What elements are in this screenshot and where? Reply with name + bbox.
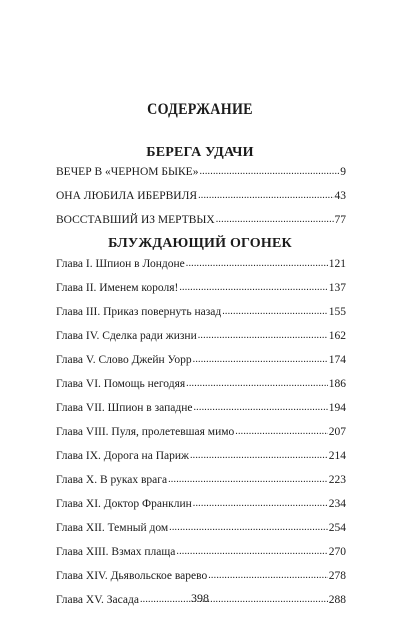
toc-entry-page: 214 <box>328 450 346 462</box>
toc-entry-label: Глава IV. Сделка ради жизни <box>56 330 197 342</box>
toc-entry-page: 186 <box>328 378 346 390</box>
dot-leader <box>193 353 328 365</box>
dot-leader <box>235 425 328 437</box>
toc-entry-page: 155 <box>328 306 346 318</box>
toc-entry-label: Глава III. Приказ повернуть назад <box>56 306 222 318</box>
toc-entry[interactable] <box>56 354 346 378</box>
toc-entry[interactable] <box>56 522 346 546</box>
page-title: СОДЕРЖАНИЕ <box>147 101 253 118</box>
toc-entry-label: Глава XV. Засада <box>56 594 139 606</box>
toc-entry-page: 137 <box>328 282 346 294</box>
toc-entry-page: 234 <box>328 498 346 510</box>
toc-entry-page: 270 <box>328 546 346 558</box>
toc-entry-page: 162 <box>328 330 346 342</box>
toc-entry-label: Глава VII. Шпион в западне <box>56 402 193 414</box>
toc-entry-label: Глава XII. Темный дом <box>56 522 169 534</box>
dot-leader <box>199 165 339 177</box>
toc-entry[interactable] <box>56 282 346 306</box>
toc-entry-label: Глава X. В руках врага <box>56 474 168 486</box>
toc-entry-label: ВЕЧЕР В «ЧЕРНОМ БЫКЕ» <box>56 166 199 178</box>
toc-entry-page: 254 <box>328 522 346 534</box>
toc-entry[interactable] <box>56 498 346 522</box>
toc-entry[interactable] <box>56 306 346 330</box>
toc-entry-page: 9 <box>340 166 346 178</box>
toc-entry-page: 278 <box>328 570 346 582</box>
section-title-2: БЛУЖДАЮЩИЙ ОГОНЕК <box>108 236 292 251</box>
toc-entry-page: 288 <box>328 594 346 606</box>
toc-entry-page: 174 <box>328 354 346 366</box>
dot-leader <box>193 497 328 509</box>
toc-entry[interactable] <box>56 330 346 354</box>
toc-entry[interactable] <box>56 402 346 426</box>
dot-leader <box>169 521 328 533</box>
toc-entry-page: 43 <box>334 190 346 202</box>
dot-leader <box>190 449 328 461</box>
toc-entry-label: Глава XIV. Дьявольское варево <box>56 570 208 582</box>
dot-leader <box>186 377 328 389</box>
toc-entry[interactable] <box>56 166 346 190</box>
toc-entry-label: Глава XIII. Взмах плаща <box>56 546 176 558</box>
toc-entry[interactable] <box>56 474 346 498</box>
toc-entry[interactable] <box>56 258 346 282</box>
dot-leader <box>176 545 327 557</box>
toc-entry-page: 194 <box>328 402 346 414</box>
toc-entry[interactable] <box>56 426 346 450</box>
toc-entry-label: ОНА ЛЮБИЛА ИБЕРВИЛЯ <box>56 190 198 202</box>
toc-entry[interactable] <box>56 378 346 402</box>
toc-entry-label: Глава IX. Дорога на Париж <box>56 450 189 462</box>
toc-entry[interactable] <box>56 546 346 570</box>
section-title-1: БЕРЕГА УДАЧИ <box>146 145 254 160</box>
toc-entry-label: Глава VIII. Пуля, пролетевшая мимо <box>56 426 235 438</box>
dot-leader <box>208 569 328 581</box>
toc-entry-page: 77 <box>334 214 346 226</box>
toc-entry-label: ВОССТАВШИЙ ИЗ МЕРТВЫХ <box>56 214 215 226</box>
dot-leader <box>198 329 328 341</box>
toc-entry[interactable] <box>56 214 346 238</box>
toc-entry-label: Глава VI. Помощь негодяя <box>56 378 186 390</box>
toc-entry-page: 121 <box>328 258 346 270</box>
toc-entry-label: Глава V. Слово Джейн Уорр <box>56 354 192 366</box>
dot-leader <box>198 189 333 201</box>
toc-entry-label: Глава XI. Доктор Франклин <box>56 498 192 510</box>
dot-leader <box>186 257 328 269</box>
dot-leader <box>216 213 334 225</box>
toc-section-2 <box>56 258 346 618</box>
toc-entry-label: Глава II. Именем короля! <box>56 282 179 294</box>
toc-section-1 <box>56 166 346 238</box>
dot-leader <box>168 473 328 485</box>
page-number: 398 <box>191 591 209 605</box>
dot-leader <box>222 305 328 317</box>
toc-entry-page: 207 <box>328 426 346 438</box>
dot-leader <box>179 281 327 293</box>
toc-entry[interactable] <box>56 450 346 474</box>
dot-leader <box>193 401 327 413</box>
toc-entry-label: Глава I. Шпион в Лондоне <box>56 258 185 270</box>
toc-entry-page: 223 <box>328 474 346 486</box>
toc-entry[interactable] <box>56 190 346 214</box>
